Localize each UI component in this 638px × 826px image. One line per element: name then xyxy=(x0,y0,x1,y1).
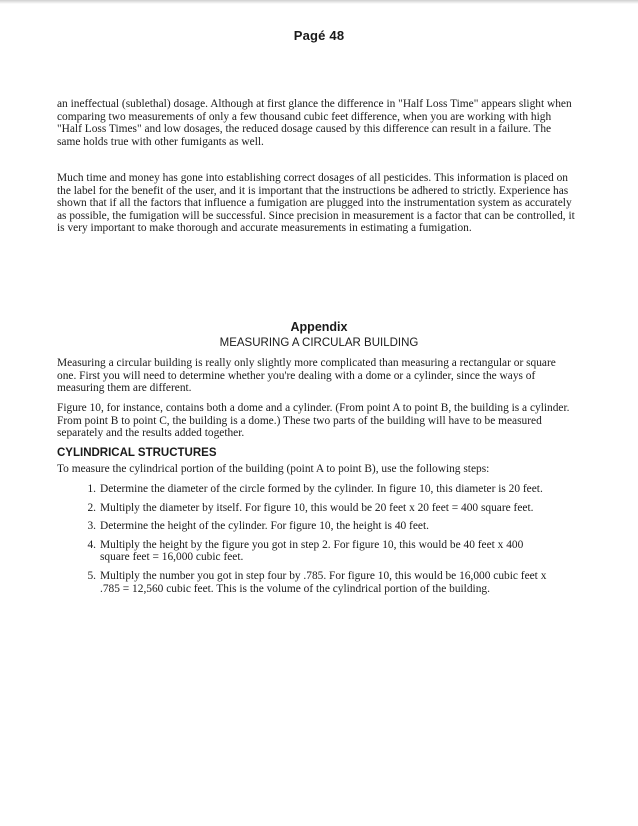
steps-list xyxy=(78,483,548,601)
page-number: Pagé 48 xyxy=(293,28,345,43)
section-heading-cylindrical: CYLINDRICAL STRUCTURES xyxy=(57,447,217,459)
list-item-step-4 xyxy=(78,539,548,564)
step-text: Multiply the number you got in step four by .785. For figure 10, this would be 16,000 cubic feet x .785 = 12,560 cubic feet. This is the volume of the cylindrical portion of the building. xyxy=(100,569,547,595)
list-item-step-2 xyxy=(78,502,548,515)
step-number: 4. xyxy=(87,538,96,551)
step-text: Determine the height of the cylinder. For figure 10, the height is 40 feet. xyxy=(100,520,429,533)
step-text: Multiply the height by the figure you got in step 2. For figure 10, this would be 40 feet x 400 square feet = 16,000 cubic feet. xyxy=(100,538,524,564)
list-item-step-3 xyxy=(78,520,548,533)
step-text: Determine the diameter of the circle formed by the cylinder. In figure 10, this diameter is 20 feet. xyxy=(100,483,543,495)
paragraph-label-instructions: Much time and money has gone into establishing correct dosages of all pesticides. This information is placed on the label for the benefit of the user, and it is important that the instructions be adhered to strictly. Experience has shown that if all the factors that influence a fumigation are plugged into the instrumentation system as accurately as possible, the fumigation will be successful. Since precision in measurement is a factor that can be controlled, it is very important to make thorough and accurate measurements in estimating a fumigation. xyxy=(57,172,575,235)
step-number: 1. xyxy=(87,483,96,495)
paragraph-steps-intro: To measure the cylindrical portion of the building (point A to point B), use the following steps: xyxy=(57,463,490,475)
step-number: 2. xyxy=(87,501,96,514)
paragraph-dosage-failure: an ineffectual (sublethal) dosage. Although at first glance the difference in "Half Loss Time" appears slight when comparing two measurements of only a few thousand cubic feet difference, when you are working with high "Half Loss Times" and low dosages, the reduced dosage caused by this difference can result in a failure. The same holds true with other fumigants as well. xyxy=(57,98,572,148)
list-item-step-5 xyxy=(78,570,548,595)
paragraph-circular-intro: Measuring a circular building is really only slightly more complicated than measuring a rectangular or square one. First you will need to determine whether you're dealing with a dome or a cylinder, since the ways of measuring them are different. xyxy=(57,357,556,395)
appendix-subtitle: MEASURING A CIRCULAR BUILDING xyxy=(219,337,419,349)
step-number: 3. xyxy=(87,520,96,533)
list-item-step-1 xyxy=(78,483,548,496)
page-top-edge xyxy=(0,0,638,4)
step-text: Multiply the diameter by itself. For figure 10, this would be 20 feet x 20 feet = 400 square feet. xyxy=(100,501,534,514)
step-number: 5. xyxy=(87,569,96,582)
appendix-title: Appendix xyxy=(290,320,348,334)
paragraph-figure-10: Figure 10, for instance, contains both a dome and a cylinder. (From point A to point B, the building is a cylinder. From point B to point C, the building is a dome.) These two parts of the building will have to be measured separately and the results added together. xyxy=(57,402,570,440)
